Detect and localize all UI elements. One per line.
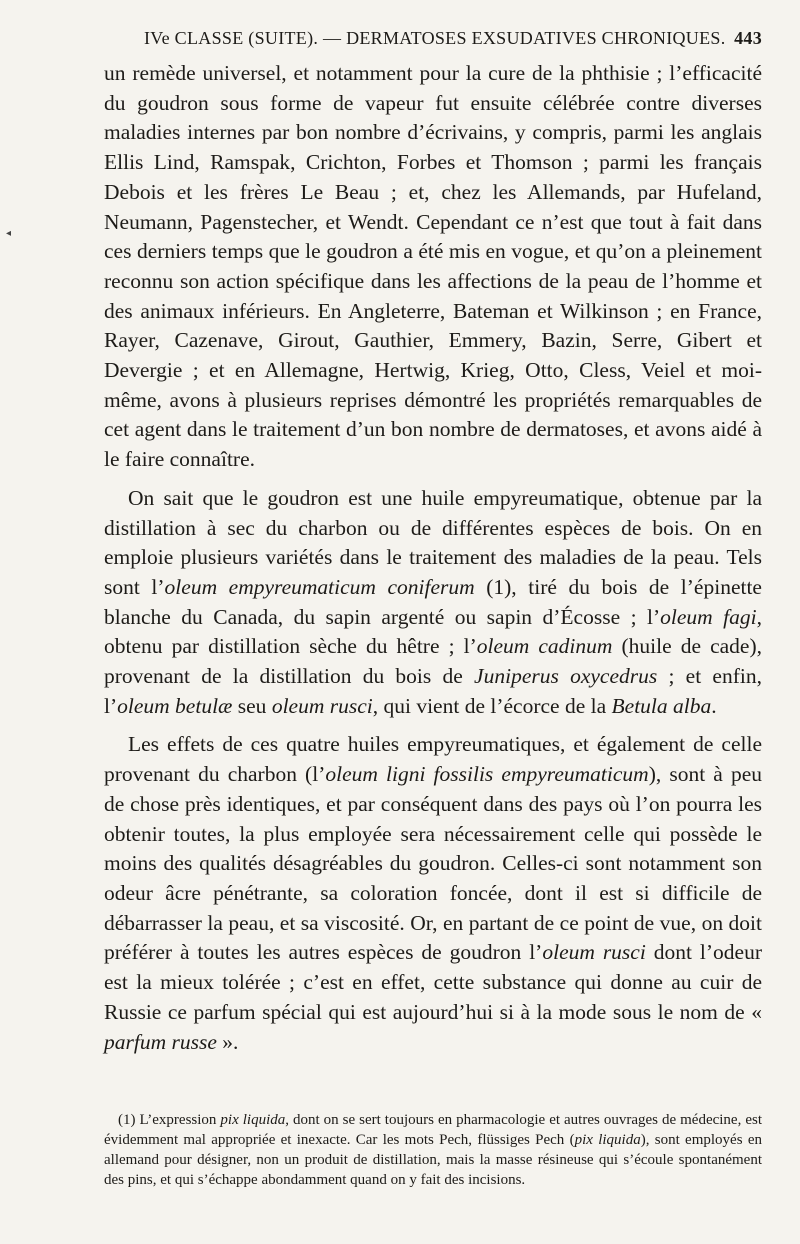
paragraph xyxy=(104,59,762,475)
running-head xyxy=(144,28,762,49)
body-text xyxy=(104,59,762,1057)
text-run: un remède universel, et notamment pour la cure de la phthisie ; l’efficacité du goudron sous forme de vapeur fut ensuite célébrée contre diverses maladies internes par bon nombre d’écrivains, y compris, parmi les anglais Ellis Lind, Ramspak, Crichton, Forbes et Thomson ; parmi les français Debois et les frères Le Beau ; et, chez les Allemands, par Hufeland, Neumann, Pagenstecher, et Wendt. Cependant ce n’est que tout à fait dans ces derniers temps que le goudron a été mis en vogue, et qu’on a pleinement reconnu son action spécifique dans les affections de la peau de l’homme et des animaux inférieurs. En Angleterre, Bateman et Wilkinson ; en France, Rayer, Cazenave, Girout, Gauthier, Emmery, Bazin, Serre, Gibert et Devergie ; et en Allemagne, Hertwig, Krieg, Otto, Cless, Veiel et moi-même, avons à plusieurs reprises démontré les propriétés remarquables de cet agent dans le traitement d’un bon nombre de dermatoses, et avons aidé à le faire connaître. xyxy=(104,61,762,472)
text-run: , qui vient de l’écorce de la xyxy=(372,693,612,718)
text-run: ), sont employés en allemand pour désigner, non un produit de distillation, mais la masse résineuse qui s’écoule spontanément des pins, et qui s’échappe abondamment quand on y fait des incisions. xyxy=(104,1132,762,1188)
text-run: On sait que le goudron est une huile empyreumatique, obtenue par la distillation à sec du charbon ou de différentes espèces de bois. On en emploie plusieurs variétés dans le traitement des maladies de la peau. Tels sont l’ xyxy=(104,485,762,599)
text-run: ; et enfin, l’ xyxy=(104,664,762,718)
italic-text: oleum empyreumaticum coniferum xyxy=(164,574,475,599)
margin-mark: ◂ xyxy=(6,228,12,239)
paragraph xyxy=(104,484,762,722)
italic-text: oleum fagi xyxy=(660,604,757,629)
text-run: (huile de cade), provenant de la distillation du bois de xyxy=(104,634,763,689)
text-run: , dont on se sert toujours en pharmacologie et autres ouvrages de médecine, est évidemment mal appropriée et inexacte. Car les mots Pech, flüssiges Pech ( xyxy=(104,1112,762,1148)
italic-text: parfum russe xyxy=(104,1029,217,1054)
italic-text: oleum ligni fossilis empyreumaticum xyxy=(325,762,649,787)
footnote xyxy=(104,1110,762,1190)
text-run: Les effets de ces quatre huiles empyreumatiques, et également de celle provenant du charbon (l’ xyxy=(104,732,762,787)
italic-text: oleum rusci xyxy=(271,693,373,718)
italic-text: Juniperus oxycedrus xyxy=(474,664,658,689)
text-run: dont l’odeur est la mieux tolérée ; c’est en effet, cette substance qui donne au cuir de Russie ce parfum spécial qui est aujourd’hui si à la mode sous le nom de « xyxy=(104,940,763,1024)
running-title: IVe CLASSE (SUITE). — DERMATOSES EXSUDATIVES CHRONIQUES. xyxy=(144,28,726,48)
italic-text: oleum cadinum xyxy=(476,634,613,659)
text-run: seu xyxy=(232,693,272,718)
italic-text: pix liquida xyxy=(574,1132,641,1148)
text-run: . xyxy=(711,693,717,718)
footnotes xyxy=(104,1110,762,1190)
page-number: 443 xyxy=(734,28,762,48)
italic-text: oleum betulæ xyxy=(117,693,233,718)
text-run: , obtenu par distillation sèche du hêtre ; l’ xyxy=(104,604,762,659)
italic-text: oleum rusci xyxy=(542,940,646,965)
italic-text: Betula alba xyxy=(611,693,712,718)
text-run: (1), tiré du bois de l’épinette blanche du Canada, du sapin argenté ou sapin d’Écosse ; l’ xyxy=(104,574,762,629)
text-run: ». xyxy=(216,1029,239,1054)
text-run: (1) L’expression xyxy=(118,1112,221,1128)
italic-text: pix liquida xyxy=(220,1112,286,1128)
paragraph xyxy=(104,730,762,1057)
text-run: ), sont à peu de chose près identiques, et par conséquent dans des pays où l’on pourra les obtenir toutes, la plus employée sera nécessairement celle qui possède le moins des qualités désagréables du goudron. Celles-ci sont notamment son odeur âcre pénétrante, sa coloration foncée, dont il est si difficile de débarrasser la peau, et sa viscosité. Or, en partant de ce point de vue, on doit préférer à toutes les autres espèces de goudron l’ xyxy=(104,762,762,965)
